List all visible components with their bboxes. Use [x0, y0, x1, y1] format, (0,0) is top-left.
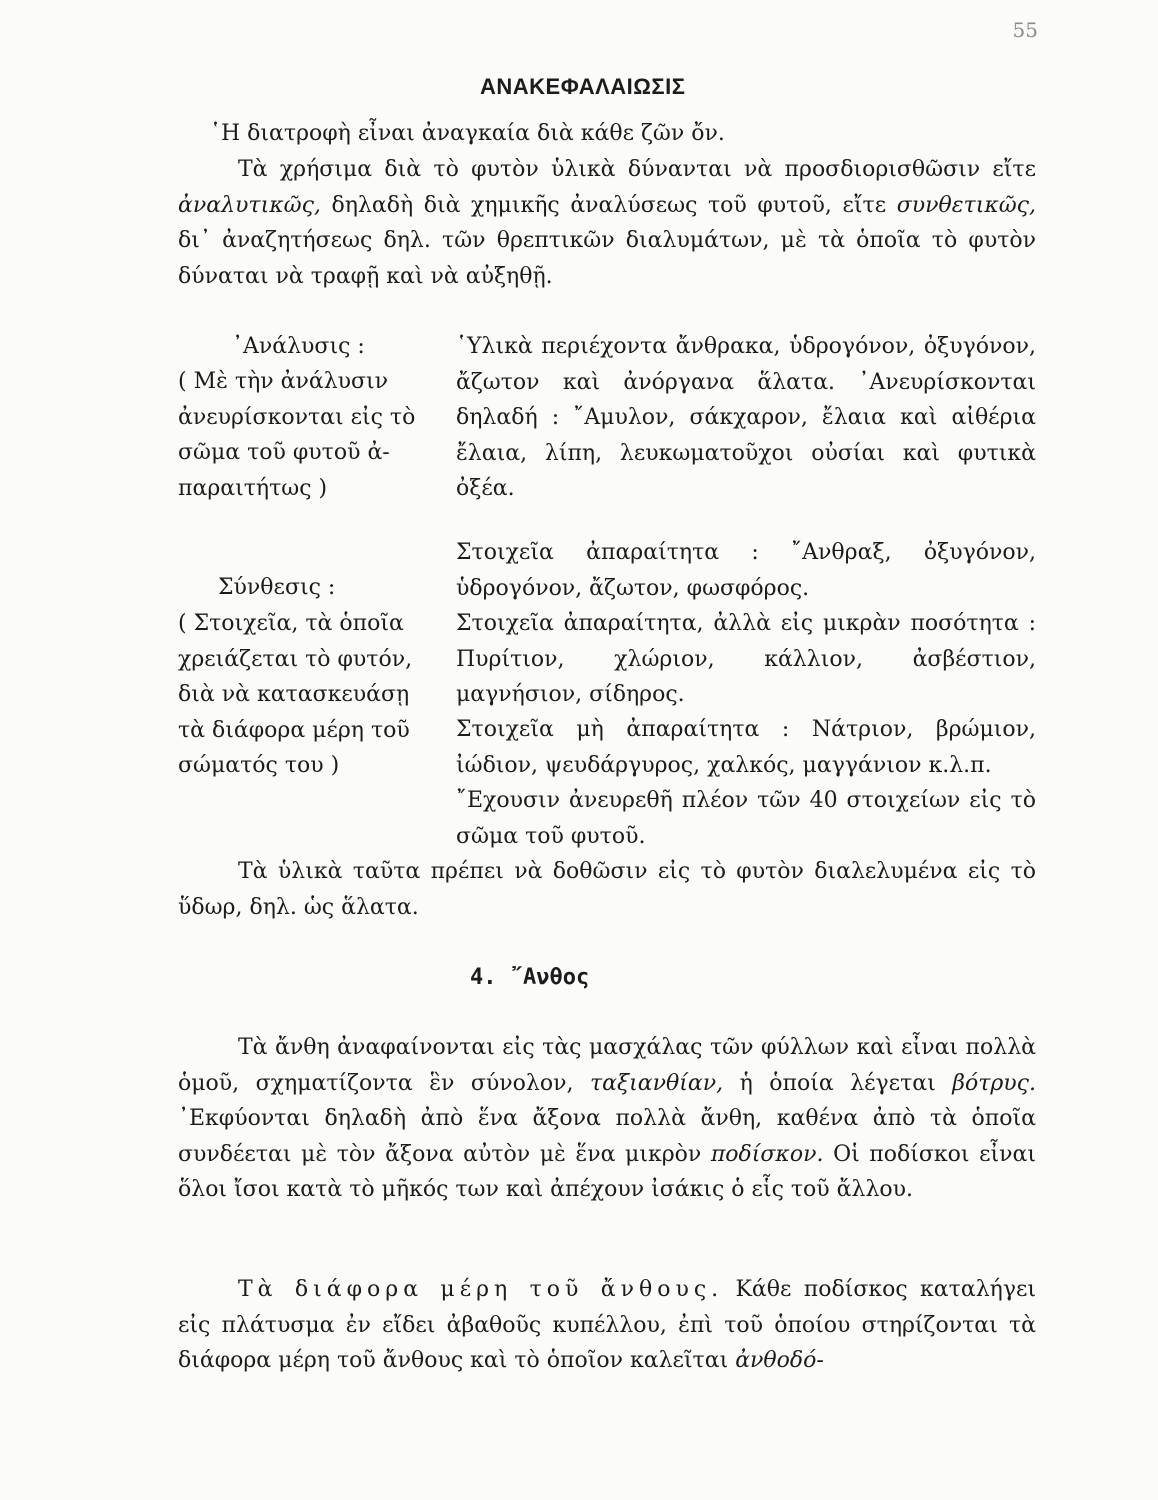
flower-text-c: ἡ ὁποία λέγεται — [723, 1070, 953, 1096]
flower-text-a: Τὰ ἄνθη ἀναφαίνονται εἰς τὰς μασχάλας τῶν φύλλων καὶ εἶναι πολλὰ ὁμοῦ, σχηματίζοντα ἓν σύνολον, — [178, 1035, 1036, 1096]
parts-text-a: Κάθε ποδίσκος καταλήγει εἰς πλάτυσμα ἐν εἴδει ἀβαθοῦς κυπέλλου, ἐπὶ τοῦ ὁποίου στηρίζονται τὰ διάφορα μέρη τοῦ ἄνθους καὶ τὸ ὁποῖον καλεῖται — [178, 1277, 1036, 1373]
flower-paragraph — [178, 1030, 1036, 1208]
synthesis-nonessential: Στοιχεῖα μὴ ἀπαραίτητα : Νάτριον, βρώμιον, ἰώδιον, ψευδάργυρος, χαλκός, μαγγάνιον κ.λ.π. — [456, 717, 1036, 778]
analysis-note: ( Μὲ τὴν ἀνάλυσιν ἀνευρίσκονται εἰς τὸ σῶμα τοῦ φυτοῦ ἀ- παραιτήτως ) — [178, 369, 416, 501]
intro-text-a: Τὰ χρήσιμα διὰ τὸ φυτὸν ὑλικὰ δύνανται νὰ προσδιορισθῶσιν εἴτε — [238, 157, 1036, 182]
analysis-label: ᾽Ανάλυσις : — [232, 334, 365, 359]
term-analytically: ἀναλυτικῶς, — [178, 192, 321, 218]
term-synthetically: συνθετικῶς, — [896, 192, 1036, 218]
intro-text-c: δηλαδὴ διὰ χημικῆς ἀναλύσεως τοῦ φυτοῦ, εἴτε — [320, 192, 897, 218]
term-raceme: βότρυς. — [952, 1070, 1036, 1096]
flower-text-e: ᾽Εκφύονται δηλαδὴ ἀπὸ ἕνα ἄξονα πολλὰ ἄνθη, καθένα ἀπὸ τὰ ὁποῖα συνδέεται μὲ τὸν ἄξονα αὐτὸν μὲ ἕνα μικρὸν — [178, 1106, 1036, 1167]
summary-heading: ΑΝΑΚΕΦΑΛΑΙΩΣΙΣ — [480, 74, 686, 99]
intro-sentence: ῾Η διατροφὴ εἶναι ἀναγκαία διὰ κάθε ζῶν ὄν. — [210, 121, 725, 146]
section-title: 4. ῎Ανθος — [470, 965, 590, 990]
intro-text-e: δι᾽ ἀναζητήσεως δηλ. τῶν θρεπτικῶν διαλυμάτων, μὲ τὰ ὁποῖα τὸ φυτὸν δύναται νὰ τραφῇ καὶ νὰ αὐξηθῇ. — [178, 228, 1036, 289]
synthesis-label: Σύνθεσις : — [218, 575, 336, 600]
synthesis-note: ( Στοιχεῖα, τὰ ὁποῖα χρειάζεται τὸ φυτόν, διὰ νὰ κατασκευάσῃ τὰ διάφορα μέρη τοῦ σώματός του ) — [178, 611, 413, 778]
synthesis-trace: Στοιχεῖα ἀπαραίτητα, ἀλλὰ εἰς μικρὰν ποσότητα : Πυρίτιον, χλώριον, κάλλιον, ἀσβέστιον, μαγνήσιον, σίδηρος. — [456, 611, 1036, 707]
intro-paragraph — [178, 152, 1036, 294]
term-receptacle: ἀνθοδό- — [735, 1348, 824, 1373]
page-number: 55 — [1012, 18, 1038, 42]
analysis-text: ῾Υλικὰ περιέχοντα ἄνθρακα, ὑδρογόνον, ὀξυγόνον, ἄζωτον καὶ ἀνόργανα ἅλατα. ᾽Ανευρίσκονται δηλαδή : ῎Αμυλον, σάκχαρον, ἔλαια καὶ αἰθέρια ἔλαια, λίπη, λευκωματοῦχοι οὐσίαι καὶ φυτικὰ ὀξέα. — [456, 334, 1036, 501]
synthesis-essential: Στοιχεῖα ἀπαραίτητα : ῎Ανθραξ, ὀξυγόνον, ὑδρογόνον, ἄζωτον, φωσφόρος. — [456, 540, 1036, 601]
term-pedicel: ποδίσκον. — [710, 1141, 824, 1167]
synthesis-count: ῎Εχουσιν ἀνευρεθῆ πλέον τῶν 40 στοιχείων εἰς τὸ σῶμα τοῦ φυτοῦ. — [456, 788, 1036, 849]
conclusion-paragraph: Τὰ ὑλικὰ ταῦτα πρέπει νὰ δοθῶσιν εἰς τὸ φυτὸν διαλελυμένα εἰς τὸ ὕδωρ, δηλ. ὡς ἅλατα. — [178, 859, 1036, 920]
parts-paragraph — [178, 1272, 1036, 1379]
parts-spaced-heading: Τὰ διάφορα μέρη τοῦ ἄνθους. — [238, 1277, 724, 1302]
flower-text-g: Οἱ ποδίσκοι εἶναι ὅλοι ἴσοι κατὰ τὸ μῆκός των καὶ ἀπέχουν ἰσάκις ὁ εἷς τοῦ ἄλλου. — [178, 1141, 1036, 1202]
term-inflorescence: ταξιανθίαν, — [589, 1070, 724, 1096]
